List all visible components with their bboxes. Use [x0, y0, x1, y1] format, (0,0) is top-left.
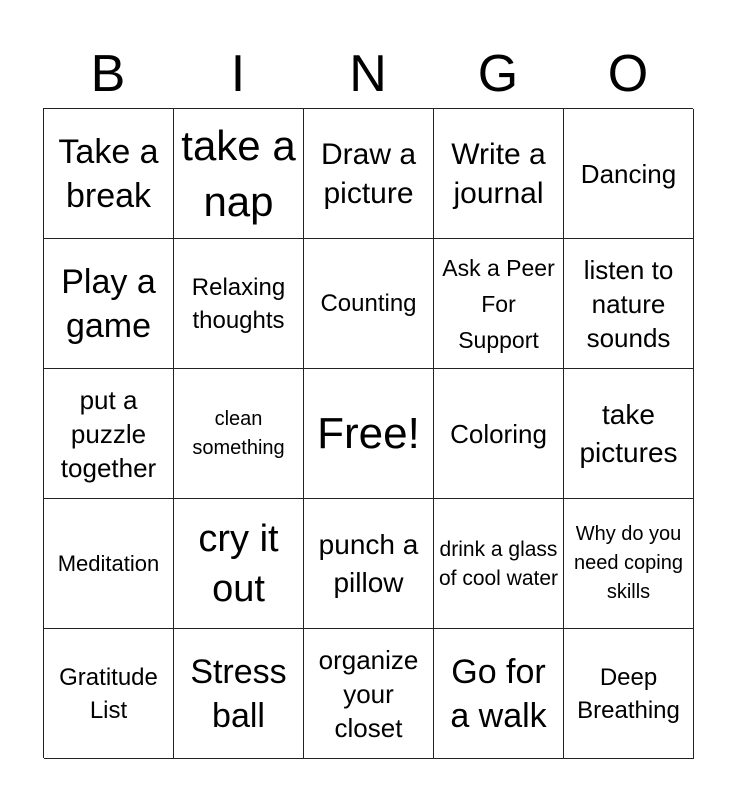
cell-label: Take a break — [58, 132, 159, 215]
cell-label: Write a journal — [451, 137, 546, 210]
cell-label: Stress ball — [190, 652, 287, 735]
free-space: Free! — [317, 408, 420, 458]
bingo-cell[interactable] — [564, 629, 694, 759]
cell-label: take a nap — [181, 121, 296, 225]
cell-label: Coloring — [450, 418, 547, 449]
bingo-cell[interactable] — [44, 109, 174, 239]
cell-label: punch a pillow — [318, 528, 419, 598]
bingo-cell[interactable] — [304, 369, 434, 499]
bingo-cell[interactable] — [44, 369, 174, 499]
cell-label: listen to nature sounds — [583, 254, 674, 353]
cell-label: Counting — [320, 290, 417, 317]
bingo-cell[interactable] — [174, 239, 304, 369]
bingo-cell[interactable] — [174, 629, 304, 759]
cell-label: Dancing — [580, 158, 677, 189]
header-letter-n: N — [349, 45, 387, 103]
bingo-cell[interactable] — [174, 109, 304, 239]
header-letter-o: O — [607, 45, 649, 103]
cell-label: take pictures — [579, 398, 678, 468]
bingo-cell[interactable] — [44, 629, 174, 759]
cell-label: drink a glass of cool water — [438, 537, 559, 590]
bingo-cell[interactable] — [44, 239, 174, 369]
bingo-header — [43, 40, 693, 108]
header-letter-g: G — [477, 45, 519, 103]
bingo-cell[interactable] — [304, 499, 434, 629]
bingo-cell[interactable] — [434, 239, 564, 369]
bingo-cell[interactable] — [564, 239, 694, 369]
bingo-cell[interactable] — [174, 499, 304, 629]
cell-label: clean something — [192, 407, 285, 459]
bingo-cell[interactable] — [44, 499, 174, 629]
cell-label: Relaxing thoughts — [191, 273, 286, 334]
cell-label: Meditation — [57, 550, 160, 576]
cell-label: organize your closet — [318, 644, 419, 743]
cell-label: Ask a Peer For Support — [442, 254, 555, 353]
bingo-cell[interactable] — [564, 369, 694, 499]
header-letter-b: B — [90, 45, 126, 103]
bingo-cell[interactable] — [304, 629, 434, 759]
cell-label: Go for a walk — [450, 652, 547, 735]
cell-label: Why do you need coping skills — [574, 523, 683, 603]
bingo-cell[interactable] — [434, 369, 564, 499]
cell-label: cry it out — [198, 517, 279, 610]
cell-label: Draw a picture — [320, 137, 417, 210]
header-letter-i: I — [230, 45, 246, 103]
bingo-cell[interactable] — [434, 109, 564, 239]
bingo-cell[interactable] — [304, 109, 434, 239]
cell-label: Deep Breathing — [577, 663, 680, 724]
cell-label: Play a game — [61, 262, 156, 345]
cell-label: put a puzzle together — [60, 384, 157, 483]
bingo-grid — [43, 108, 693, 758]
bingo-cell[interactable] — [564, 109, 694, 239]
bingo-cell[interactable] — [434, 499, 564, 629]
bingo-cell[interactable] — [304, 239, 434, 369]
bingo-cell[interactable] — [434, 629, 564, 759]
cell-label: Gratitude List — [59, 663, 158, 724]
bingo-cell[interactable] — [174, 369, 304, 499]
bingo-cell[interactable] — [564, 499, 694, 629]
